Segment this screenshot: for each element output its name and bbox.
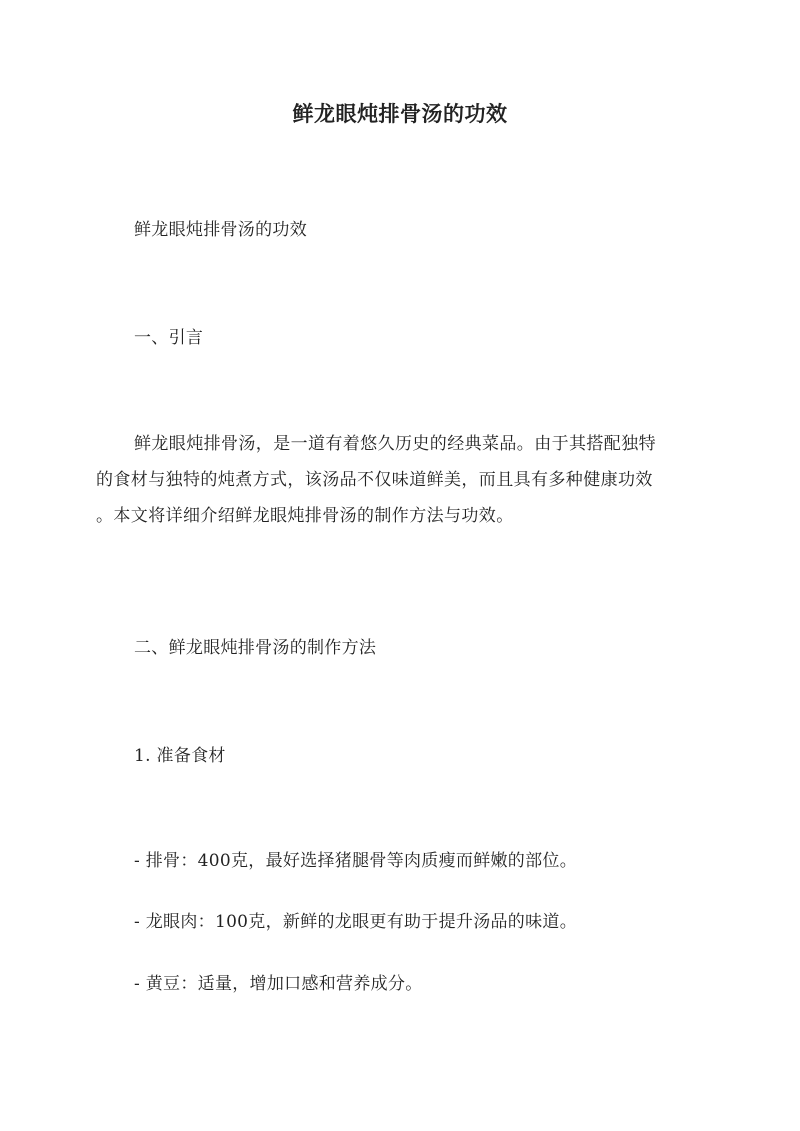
intro-line: 的食材与独特的炖煮方式，该汤品不仅味道鲜美，而且具有多种健康功效 [96,470,653,490]
section-heading-introduction: 一、引言 [134,328,204,348]
document-subtitle: 鲜龙眼炖排骨汤的功效 [134,220,307,240]
introduction-paragraph [96,426,706,534]
intro-line: 鲜龙眼炖排骨汤，是一道有着悠久历史的经典菜品。由于其搭配独特 [134,434,656,454]
subsection-heading-ingredients: 1. 准备食材 [134,746,226,766]
ingredient-item: - 龙眼肉：100克，新鲜的龙眼更有助于提升汤品的味道。 [134,912,577,932]
document-title: 鲜龙眼炖排骨汤的功效 [292,101,508,126]
section-heading-preparation: 二、鲜龙眼炖排骨汤的制作方法 [134,638,377,658]
intro-line: 。本文将详细介绍鲜龙眼炖排骨汤的制作方法与功效。 [96,506,514,526]
ingredient-item: - 排骨：400克，最好选择猪腿骨等肉质瘦而鲜嫩的部位。 [134,851,577,871]
ingredient-item: - 黄豆：适量，增加口感和营养成分。 [134,974,423,994]
